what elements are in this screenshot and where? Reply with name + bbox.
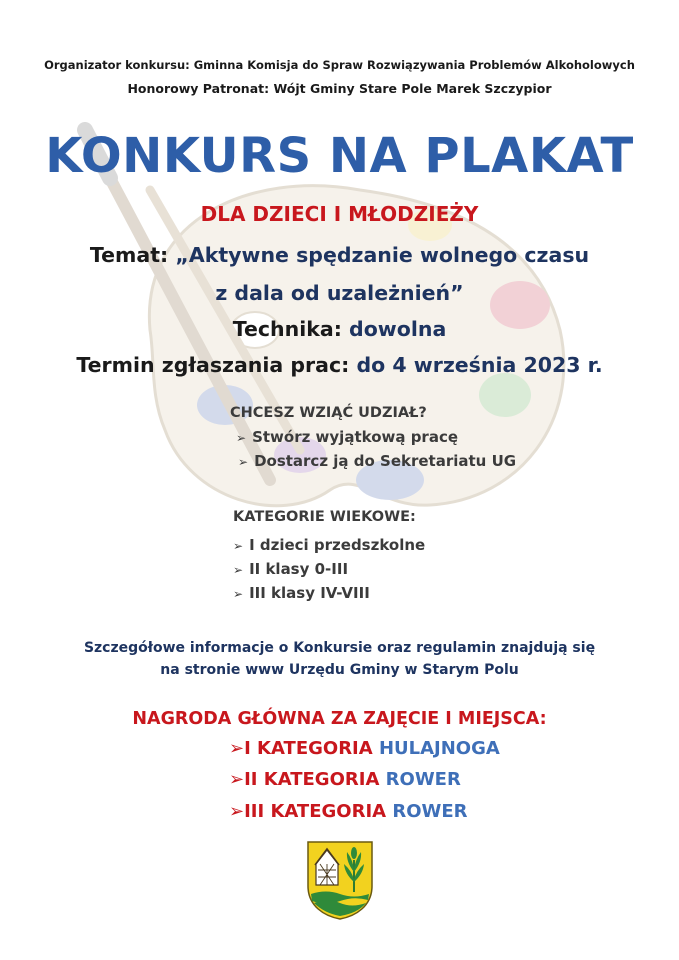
arrow-bullet-icon: ➢ (229, 738, 245, 759)
arrow-bullet-icon: ➢ (238, 455, 249, 469)
prize-item: ➢II KATEGORIA ROWER (229, 769, 461, 790)
page-subtitle: DLA DZIECI I MŁODZIEŻY (200, 202, 479, 226)
participation-heading: CHCESZ WZIĄĆ UDZIAŁ? (230, 405, 427, 421)
categories-section (233, 505, 425, 605)
arrow-bullet-icon: ➢ (229, 801, 245, 822)
categories-heading: KATEGORIE WIEKOWE: (233, 509, 416, 525)
arrow-bullet-icon: ➢ (233, 539, 244, 553)
theme-line-1 (0, 243, 679, 267)
list-item: ➢ II klasy 0-III (233, 560, 349, 578)
patron-text: Honorowy Patronat: Wójt Gminy Stare Pole Marek Szczypior (127, 81, 552, 96)
technique-line (0, 317, 679, 341)
info-line-2: na stronie www Urzędu Gminy w Starym Polu (160, 662, 519, 678)
arrow-bullet-icon: ➢ (233, 587, 244, 601)
arrow-bullet-icon: ➢ (229, 769, 245, 790)
arrow-bullet-icon: ➢ (236, 431, 247, 445)
prizes-heading: NAGRODA GŁÓWNA ZA ZAJĘCIE I MIEJSCA: (132, 709, 547, 729)
organizer-text: Organizator konkursu: Gminna Komisja do Spraw Rozwiązywania Problemów Alkoholowych (44, 58, 635, 72)
page-title: KONKURS NA PLAKAT (45, 128, 634, 184)
prize-item: ➢III KATEGORIA ROWER (229, 801, 468, 822)
theme-value-2: z dala od uzależnień” (215, 281, 464, 305)
list-item: ➢ Dostarcz ją do Sekretariatu UG (238, 452, 517, 470)
deadline-value: do 4 września 2023 r. (356, 353, 603, 377)
info-line-1: Szczegółowe informacje o Konkursie oraz regulamin znajdują się (83, 640, 596, 656)
participation-section (230, 401, 516, 473)
list-item: ➢ III klasy IV-VIII (233, 584, 370, 602)
prize-item: ➢I KATEGORIA HULAJNOGA (229, 738, 500, 759)
technique-label: Technika: (232, 317, 342, 341)
theme-label: Temat: (89, 243, 169, 267)
list-item: ➢ Stwórz wyjątkową pracę (236, 428, 459, 446)
coat-of-arms-icon (306, 840, 374, 920)
list-item: ➢ I dzieci przedszkolne (233, 536, 426, 554)
deadline-line (0, 353, 679, 377)
technique-value: dowolna (349, 317, 447, 341)
deadline-label: Termin zgłaszania prac: (76, 353, 350, 377)
theme-value-1: „Aktywne spędzanie wolnego czasu (175, 243, 590, 267)
arrow-bullet-icon: ➢ (233, 563, 244, 577)
